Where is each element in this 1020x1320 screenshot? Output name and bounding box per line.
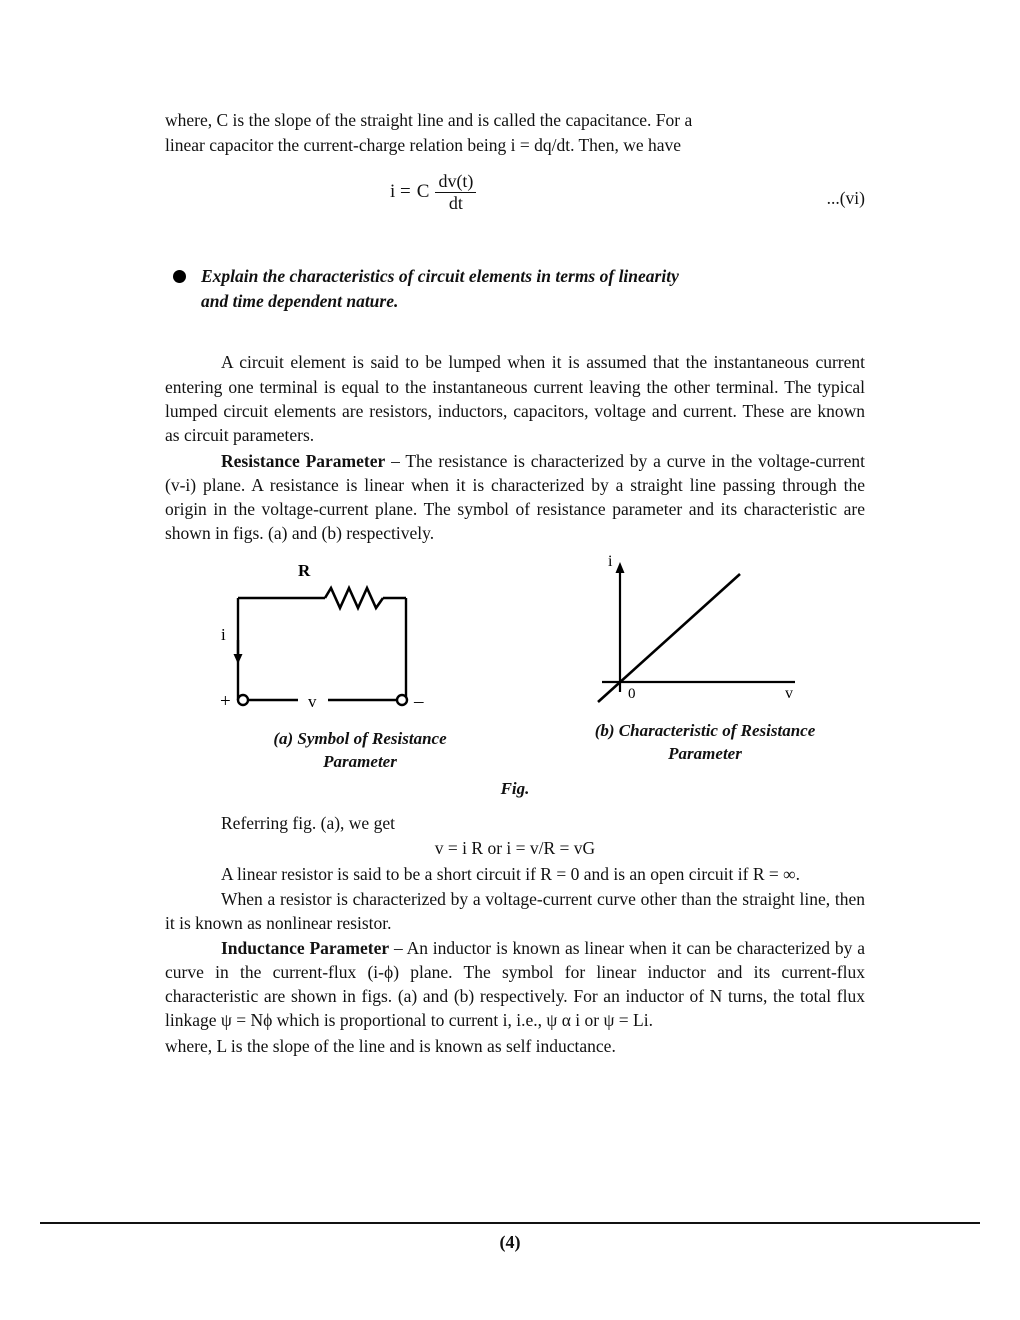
svg-text:R: R	[298, 560, 311, 580]
post-figure-block	[165, 811, 865, 1058]
equation-vi	[165, 172, 865, 234]
resistance-characteristic-graph	[580, 552, 830, 722]
intro-paragraph	[165, 108, 865, 158]
equation-vi-tag: ...(vi)	[826, 187, 865, 208]
inductance-parameter-text: – An inductor is known as linear when it can be characterized by a curve in the current-flux (i-ϕ) plane. The symbol for linear inductor and its current-flux characteristic are shown in figs. (a) and (b) respectively. For an inductor of N turns, the total flux linkage ψ = Nϕ which is proportional to current i, i.e., ψ α i or ψ = Li.	[165, 937, 865, 1031]
figure-group	[165, 552, 865, 810]
answer-paragraph-2	[165, 449, 865, 546]
answer-paragraph-4: A linear resistor is said to be a short circuit if R = 0 and is an open circuit if R = ∞.	[221, 863, 800, 884]
svg-text:+: +	[220, 690, 231, 712]
figure-a-caption	[190, 728, 530, 774]
intro-line-2: linear capacitor the current-charge relation being i = dq/dt. Then, we have	[165, 134, 682, 155]
answer-paragraph-1: A circuit element is said to be lumped when it is assumed that the instantaneous current entering one terminal is equal to the instantaneous current leaving the other terminal. The typical lumped circuit elements are resistors, inductors, capacitors, voltage and current. These are known as circuit parameters.	[165, 352, 865, 445]
answer-paragraph-7: where, L is the slope of the line and is known as self inductance.	[165, 1035, 616, 1056]
figure-b-caption-line-1: (b) Characteristic of Resistance	[594, 720, 816, 740]
answer-block	[165, 350, 865, 545]
figure-label: Fig.	[500, 778, 530, 798]
inductance-parameter-heading: Inductance Parameter	[221, 937, 390, 958]
equation-vi-coefficient: C	[416, 181, 430, 203]
resistance-symbol-diagram	[220, 560, 500, 725]
svg-text:0: 0	[628, 685, 636, 702]
equation-ohms-law: v = i R or i = v/R = vG	[434, 837, 596, 858]
svg-text:v: v	[785, 684, 793, 702]
svg-text:v: v	[308, 691, 317, 711]
figure-a-symbol-of-resistance	[220, 560, 500, 720]
equation-vi-fraction	[435, 172, 476, 213]
page-number: (4)	[499, 1232, 521, 1252]
answer-paragraph-5: When a resistor is characterized by a voltage-current curve other than the straight line, then it is known as nonlinear resistor.	[165, 888, 865, 933]
question-line-2: and time dependent nature.	[201, 291, 399, 312]
page-content	[165, 108, 865, 1058]
svg-text:i: i	[608, 552, 613, 570]
svg-text:i: i	[221, 624, 226, 644]
resistance-parameter-heading: Resistance Parameter	[221, 451, 386, 471]
footer-divider	[40, 1222, 980, 1224]
equation-vi-lhs: i =	[390, 181, 411, 203]
svg-text:–: –	[414, 690, 424, 712]
figure-a-caption-line-2: Parameter	[323, 751, 397, 771]
answer-paragraph-6	[165, 936, 865, 1033]
figure-b-caption	[535, 720, 875, 766]
equation-vi-numerator: dv(t)	[435, 172, 476, 193]
resistance-parameter-text: – The resistance is characterized by a curve in the voltage-current (v-i) plane. A resistance is linear when it is characterized by a straight line passing through the origin in the voltage-current plane. The symbol of resistance parameter and its characteristic are shown in figs. (a) and (b) respectively.	[165, 451, 865, 544]
figure-a-caption-line-1: (a) Symbol of Resistance	[273, 728, 447, 748]
equation-vi-denominator: dt	[448, 192, 463, 213]
referring-fig-text: Referring fig. (a), we get	[221, 812, 395, 833]
intro-line-1: where, C is the slope of the straight line and is called the capacitance. For a	[165, 110, 693, 130]
question-line-1: Explain the characteristics of circuit elements in terms of linearity	[201, 265, 679, 286]
figure-b-characteristic-of-resistance	[580, 552, 830, 717]
equation-vi-expression	[390, 172, 476, 213]
figure-b-caption-line-2: Parameter	[668, 743, 742, 763]
question-block	[165, 264, 865, 315]
bullet-icon	[173, 270, 186, 283]
